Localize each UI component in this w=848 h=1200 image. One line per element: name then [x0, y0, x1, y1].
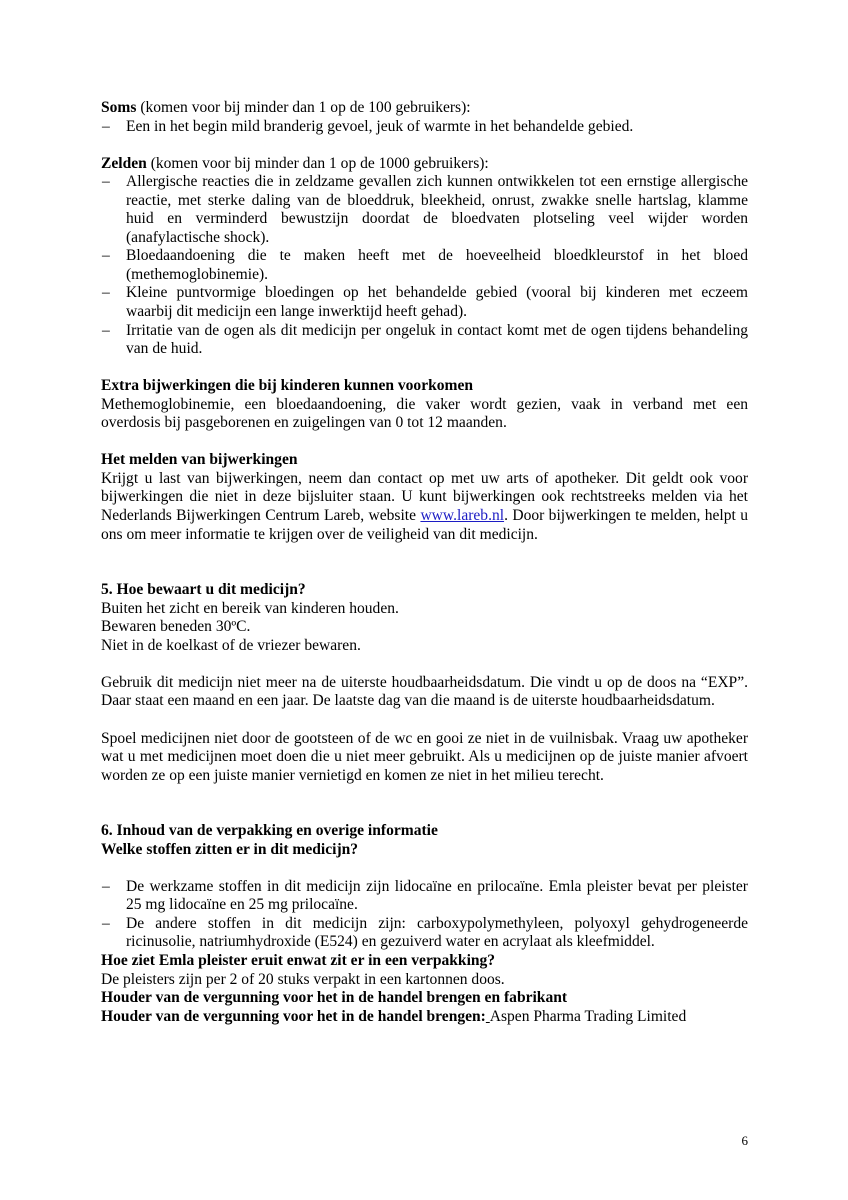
frequency-label: Soms: [101, 99, 137, 116]
list-item: [101, 247, 748, 284]
text-line: worden ze op een juiste manier vernietigd en komen ze niet in het milieu terecht.: [101, 766, 604, 784]
holder-value: Aspen Pharma Trading Limited: [489, 1007, 687, 1025]
contents-section: [101, 822, 748, 1026]
text-segment: . Door bijwerkingen te melden, helpt u: [504, 506, 749, 524]
text-line: Buiten het zicht en bereik van kinderen houden.: [101, 599, 399, 617]
text-line: De pleisters zijn per 2 of 20 stuks verpakt in een kartonnen doos.: [101, 970, 505, 988]
text-line: Bewaren beneden 30ºC.: [101, 618, 251, 636]
side-effects-rare: [101, 155, 748, 359]
list-item: [101, 915, 748, 952]
subsection-heading: Welke stoffen zitten er in dit medicijn?: [101, 840, 359, 858]
bullet-dash: –: [102, 247, 110, 265]
frequency-qualifier: (komen voor bij minder dan 1 op de 100 gebruikers):: [140, 99, 471, 116]
text-line: (anafylactische shock).: [126, 228, 270, 246]
side-effects-uncommon: [101, 99, 748, 136]
text-line: 25 mg lidocaïne en 25 mg prilocaïne.: [126, 896, 358, 914]
bullet-dash: –: [102, 173, 110, 191]
subsection-heading: Het melden van bijwerkingen: [101, 451, 298, 469]
text-line: Krijgt u last van bijwerkingen, neem dan contact op met uw arts of apotheker. Dit geldt ook voor: [101, 469, 748, 487]
side-effects-children: [101, 377, 748, 433]
text-line: Niet in de koelkast of de vriezer bewaren.: [101, 636, 361, 654]
page-number: 6: [741, 1133, 748, 1148]
text-line: De andere stoffen in dit medicijn zijn: carboxypolymethyleen, polyoxyl gehydrogeneerde: [126, 914, 748, 932]
text-line: huid en verminderd bewustzijn doordat de bloedvaten plotseling veel wijder worden: [126, 210, 748, 228]
disposal-paragraph: [101, 730, 748, 786]
text-line: van de huid.: [126, 340, 203, 358]
text-line: Kleine puntvormige bloedingen op het behandelde gebied (vooral bij kinderen met eczeem: [126, 284, 748, 302]
text-line: Daar staat een maand en een jaar. De laatste dag van die maand is de uiterste houdbaarheidsdatum.: [101, 692, 715, 710]
text-line: ricinusolie, natriumhydroxide (E524) en gezuiverd water en acrylaat als kleefmiddel.: [126, 933, 655, 951]
subsection-heading: Hoe ziet Emla pleister eruit enwat zit er in een verpakking?: [101, 952, 496, 970]
text-line: Allergische reacties die in zeldzame gevallen zich kunnen ontwikkelen tot een ernstige allergische: [126, 173, 748, 191]
list-item: [101, 322, 748, 359]
text-line: Een in het begin mild branderig gevoel, jeuk of warmte in het behandelde gebied.: [126, 117, 634, 135]
bullet-dash: –: [102, 117, 110, 135]
text-line: (methemoglobinemie).: [126, 265, 269, 283]
text-line: bijwerkingen die niet in deze bijsluiter staan. U kunt bijwerkingen ook rechtstreeks melden via het: [101, 488, 748, 506]
bullet-dash: –: [102, 877, 110, 895]
expiry-paragraph: [101, 674, 748, 711]
ingredients-list: [101, 878, 748, 952]
text-line: De werkzame stoffen in dit medicijn zijn lidocaïne en prilocaïne. Emla pleister bevat per pleister: [126, 877, 748, 895]
text-line: Bloedaandoening die te maken heeft met de hoeveelheid bloedkleurstof in het bloed: [126, 247, 748, 265]
storage-section: [101, 581, 748, 785]
text-line: ons om meer informatie te krijgen over de veiligheid van dit medicijn.: [101, 525, 538, 543]
text-segment: Nederlands Bijwerkingen Centrum Lareb, website: [101, 506, 417, 524]
lareb-website-link[interactable]: www.lareb.nl: [420, 506, 505, 524]
section-heading: 5. Hoe bewaart u dit medicijn?: [101, 581, 306, 599]
frequency-heading: [101, 99, 748, 118]
reporting-side-effects: [101, 451, 748, 544]
list-item: [101, 284, 748, 321]
text-line: [101, 1008, 748, 1027]
text-line: reactie, met sterke daling van de bloeddruk, bleekheid, onrust, zwakke snelle hartslag, klamme: [126, 191, 748, 209]
holder-label: Houder van de vergunning voor het in de handel brengen:: [101, 1007, 486, 1025]
subsection-heading: Extra bijwerkingen die bij kinderen kunnen voorkomen: [101, 377, 474, 395]
text-line: Spoel medicijnen niet door de gootsteen of de wc en gooi ze niet in de vuilnisbak. Vraag uw apotheker: [101, 729, 748, 747]
list-item: [101, 173, 748, 247]
bullet-dash: –: [102, 321, 110, 339]
subsection-heading: Houder van de vergunning voor het in de handel brengen en fabrikant: [101, 989, 568, 1007]
section-heading: 6. Inhoud van de verpakking en overige informatie: [101, 822, 438, 840]
list-item: [101, 118, 748, 137]
text-line: Methemoglobinemie, een bloedaandoening, die vaker wordt gezien, vaak in verband met een: [101, 395, 748, 413]
frequency-heading: [101, 155, 748, 174]
text-line: Irritatie van de ogen als dit medicijn per ongeluk in contact komt met de ogen tijdens behandeling: [126, 321, 748, 339]
frequency-qualifier: (komen voor bij minder dan 1 op de 1000 gebruikers):: [150, 154, 489, 172]
text-line: [101, 507, 748, 526]
frequency-label: Zelden: [101, 154, 147, 172]
text-line: wat u met medicijnen moet doen die u niet meer gebruikt. Als u medicijnen op de juiste manier afvoert: [101, 748, 748, 766]
text-line: waarbij dit medicijn een lange inwerktijd heeft gehad).: [126, 303, 468, 320]
text-line: overdosis bij pasgeborenen en zuigelingen van 0 tot 12 maanden.: [101, 414, 507, 432]
page-body: [101, 99, 748, 1026]
bullet-dash: –: [102, 914, 110, 932]
list-item: [101, 878, 748, 915]
text-line: Gebruik dit medicijn niet meer na de uiterste houdbaarheidsdatum. Die vindt u op de doos na “EXP”.: [101, 673, 748, 691]
bullet-dash: –: [102, 284, 110, 302]
